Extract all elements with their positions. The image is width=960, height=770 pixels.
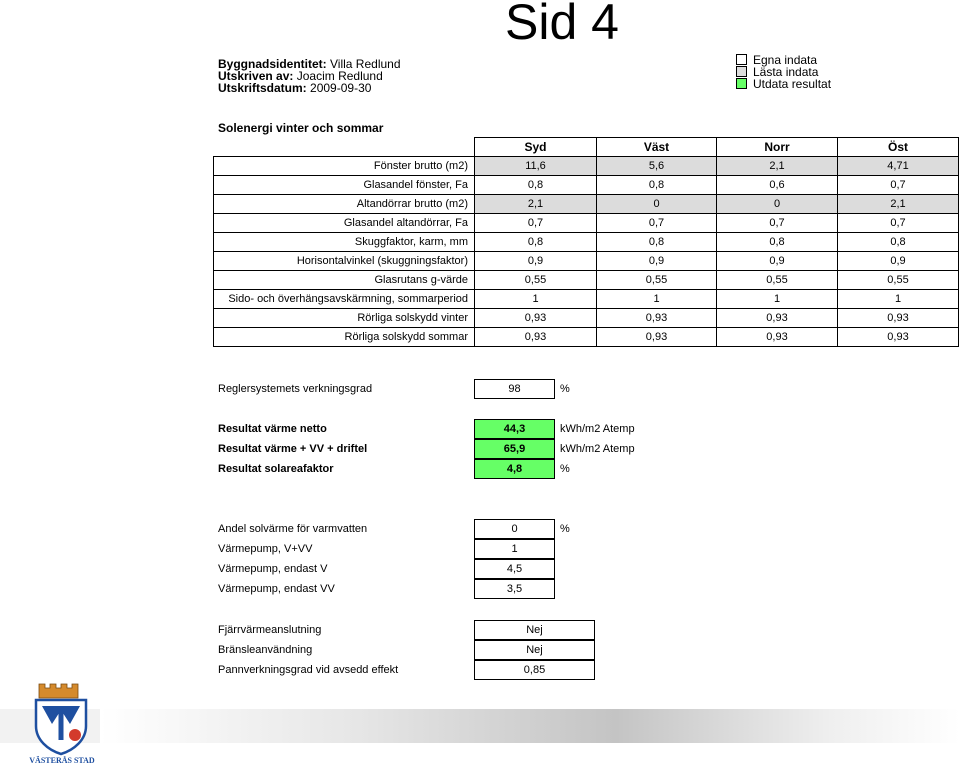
row-label: Skuggfaktor, karm, mm [214, 233, 475, 252]
solar-energy-table [213, 137, 959, 347]
legend-swatch-grey [736, 66, 747, 77]
cell-input[interactable]: 0,93 [597, 328, 717, 347]
cell-input[interactable]: 0,55 [717, 271, 838, 290]
boiler-efficiency-input[interactable]: 0,85 [474, 660, 595, 680]
result-heat-total-label: Resultat värme + VV + driftel [218, 443, 368, 455]
solar-hot-water-input[interactable]: 0 [474, 519, 555, 539]
cell-input[interactable]: 0,93 [597, 309, 717, 328]
row-label: Glasandel fönster, Fa [214, 176, 475, 195]
cell-input[interactable]: 0,8 [475, 176, 597, 195]
result-solar-factor-unit: % [560, 463, 570, 475]
table-row [214, 252, 959, 271]
cell-input[interactable]: 2,1 [475, 195, 597, 214]
col-header-east: Öst [838, 138, 959, 157]
cell-input[interactable]: 0,9 [475, 252, 597, 271]
row-label: Glasrutans g-värde [214, 271, 475, 290]
table-row [214, 176, 959, 195]
cell-input[interactable]: 0,8 [597, 176, 717, 195]
col-header-south: Syd [475, 138, 597, 157]
table-row [214, 271, 959, 290]
district-heating-label: Fjärrvärmeanslutning [218, 624, 322, 636]
cell-input[interactable]: 5,6 [597, 157, 717, 176]
row-label: Fönster brutto (m2) [214, 157, 475, 176]
building-id-value: Villa Redlund [330, 57, 401, 71]
row-label: Glasandel altandörrar, Fa [214, 214, 475, 233]
cell-input[interactable]: 0,7 [838, 176, 959, 195]
cell-input[interactable]: 0 [717, 195, 838, 214]
result-solar-factor-label: Resultat solareafaktor [218, 463, 334, 475]
cell-input[interactable]: 0,7 [838, 214, 959, 233]
cell-input[interactable]: 0,93 [717, 328, 838, 347]
cell-input[interactable]: 0,9 [597, 252, 717, 271]
cell-input[interactable]: 0,93 [838, 328, 959, 347]
page-title: Sid 4 [505, 0, 619, 50]
cell-input[interactable]: 0,55 [475, 271, 597, 290]
col-header-west: Väst [597, 138, 717, 157]
heat-pump-both-label: Värmepump, V+VV [218, 543, 313, 555]
cell-input[interactable]: 2,1 [838, 195, 959, 214]
heat-pump-heating-label: Värmepump, endast V [218, 563, 328, 575]
table-row [214, 290, 959, 309]
table-header-row [214, 138, 959, 157]
legend-label: Utdata resultat [753, 77, 832, 91]
row-label: Horisontalvinkel (skuggningsfaktor) [214, 252, 475, 271]
table-row [214, 157, 959, 176]
logo-text: VÄSTERÅS STAD [29, 756, 95, 765]
heat-pump-both-input[interactable]: 1 [474, 539, 555, 559]
cell-input[interactable]: 11,6 [475, 157, 597, 176]
cell-input[interactable]: 0,7 [597, 214, 717, 233]
row-label: Rörliga solskydd vinter [214, 309, 475, 328]
cell-input[interactable]: 1 [838, 290, 959, 309]
table-row [214, 214, 959, 233]
result-heat-total-value: 65,9 [474, 439, 555, 459]
col-header-north: Norr [717, 138, 838, 157]
print-date-label: Utskriftsdatum: [218, 81, 307, 95]
table-corner [214, 138, 475, 157]
section-title: Solenergi vinter och sommar [218, 121, 384, 135]
cell-input[interactable]: 0,8 [475, 233, 597, 252]
fuel-usage-label: Bränsleanvändning [218, 644, 313, 656]
result-solar-factor-value: 4,8 [474, 459, 555, 479]
result-heat-total-unit: kWh/m2 Atemp [560, 443, 635, 455]
legend-swatch-white [736, 54, 747, 65]
legend-label: Lästa indata [753, 65, 819, 79]
heat-pump-water-label: Värmepump, endast VV [218, 583, 335, 595]
result-heat-net-label: Resultat värme netto [218, 423, 327, 435]
row-label: Sido- och överhängsavskärmning, sommarperiod [214, 290, 475, 309]
legend-label: Egna indata [753, 53, 818, 67]
print-date-value: 2009-09-30 [310, 81, 372, 95]
cell-input[interactable]: 0,7 [717, 214, 838, 233]
table-row [214, 195, 959, 214]
fuel-usage-input[interactable]: Nej [474, 640, 595, 660]
heat-pump-water-input[interactable]: 3,5 [474, 579, 555, 599]
legend-swatch-green [736, 78, 747, 89]
table-row [214, 233, 959, 252]
printed-by-value: Joacim Redlund [296, 69, 383, 83]
cell-input[interactable]: 0,8 [717, 233, 838, 252]
table-row [214, 309, 959, 328]
cell-input[interactable]: 0,55 [838, 271, 959, 290]
result-heat-net-value: 44,3 [474, 419, 555, 439]
result-heat-net-unit: kWh/m2 Atemp [560, 423, 635, 435]
table-row [214, 328, 959, 347]
solar-hot-water-unit: % [560, 523, 570, 535]
district-heating-input[interactable]: Nej [474, 620, 595, 640]
cell-input[interactable]: 0,93 [717, 309, 838, 328]
cell-input[interactable]: 0,93 [475, 328, 597, 347]
row-label: Rörliga solskydd sommar [214, 328, 475, 347]
cell-input[interactable]: 0,7 [475, 214, 597, 233]
cell-input[interactable]: 0 [597, 195, 717, 214]
printed-by-label: Utskriven av: [218, 69, 294, 83]
cell-input[interactable]: 0,8 [597, 233, 717, 252]
cell-input[interactable]: 0,9 [717, 252, 838, 271]
cell-input[interactable]: 1 [475, 290, 597, 309]
cell-input[interactable]: 1 [597, 290, 717, 309]
building-id-label: Byggnadsidentitet: [218, 57, 327, 71]
control-efficiency-input[interactable]: 98 [474, 379, 555, 399]
cell-input[interactable]: 0,6 [717, 176, 838, 195]
control-efficiency-unit: % [560, 383, 570, 395]
boiler-efficiency-label: Pannverkningsgrad vid avsedd effekt [218, 664, 399, 676]
cell-input[interactable]: 0,93 [838, 309, 959, 328]
control-efficiency-label: Reglersystemets verkningsgrad [218, 383, 373, 395]
cell-input[interactable]: 4,71 [838, 157, 959, 176]
footer-band [100, 709, 960, 743]
print-date-row [218, 81, 371, 95]
cell-input[interactable]: 2,1 [717, 157, 838, 176]
vasteras-logo [28, 680, 94, 768]
cell-input[interactable]: 0,9 [838, 252, 959, 271]
cell-input[interactable]: 0,8 [838, 233, 959, 252]
row-label: Altandörrar brutto (m2) [214, 195, 475, 214]
solar-hot-water-label: Andel solvärme för varmvatten [218, 523, 368, 535]
cell-input[interactable]: 0,55 [597, 271, 717, 290]
cell-input[interactable]: 0,93 [475, 309, 597, 328]
heat-pump-heating-input[interactable]: 4,5 [474, 559, 555, 579]
coat-of-arms-icon [28, 680, 94, 756]
cell-input[interactable]: 1 [717, 290, 838, 309]
